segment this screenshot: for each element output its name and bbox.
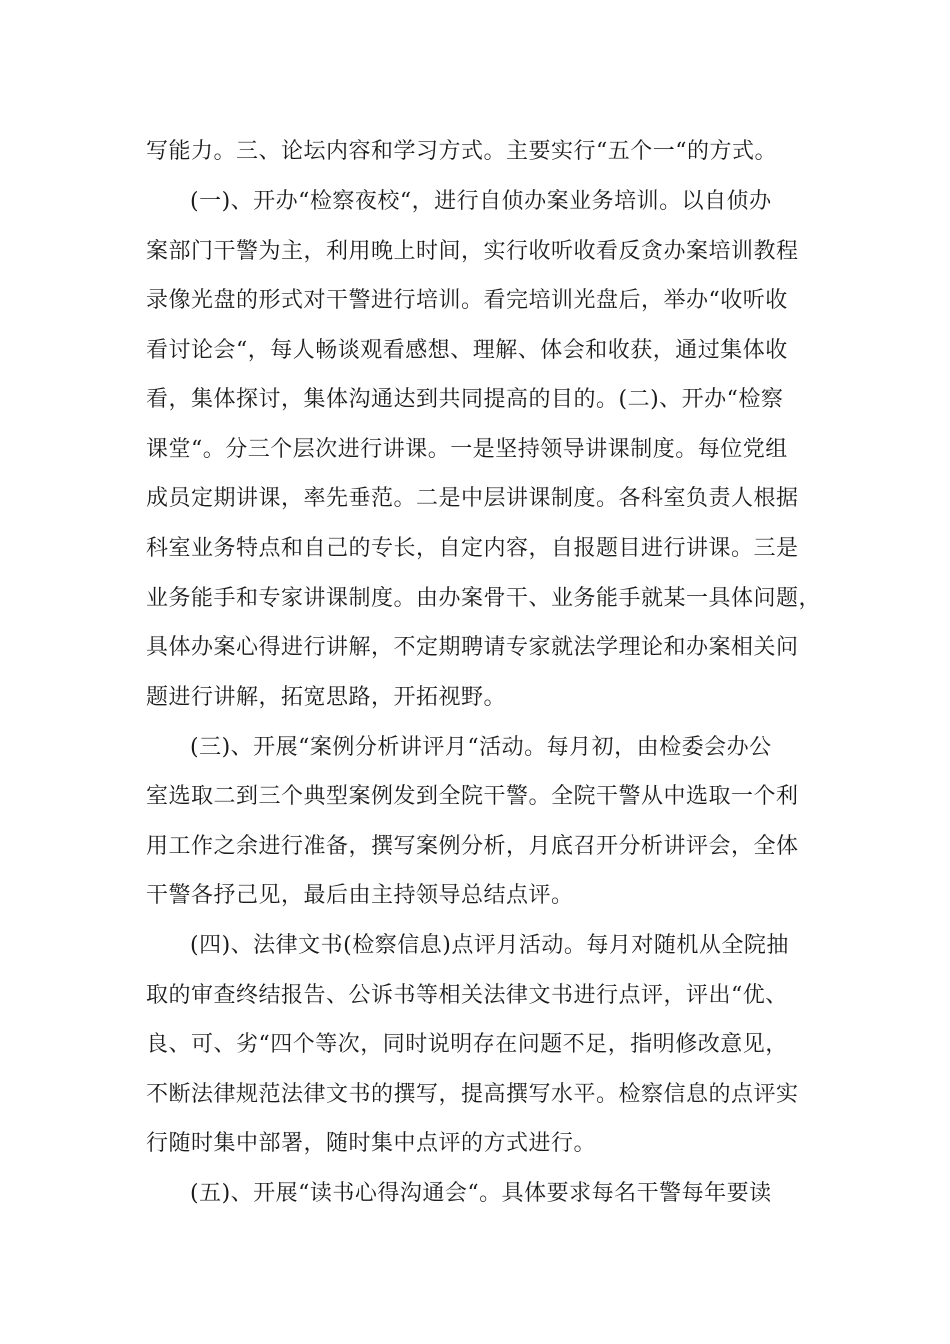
text-line: 业务能手和专家讲课制度。由办案骨干、业务能手就某一具体问题， (146, 586, 822, 611)
text-line: 课堂“。分三个层次进行讲课。一是坚持领导讲课制度。每位党组 (146, 437, 788, 462)
text-line: 录像光盘的形式对干警进行培训。看完培训光盘后，举办“收听收 (146, 288, 788, 313)
text-line: 题进行讲解，拓宽思路，开拓视野。 (146, 685, 507, 710)
text-line: 科室业务特点和自己的专长，自定内容，自报题目进行讲课。三是 (146, 536, 799, 561)
text-line: 室选取二到三个典型案例发到全院干警。全院干警从中选取一个利 (146, 784, 799, 809)
text-line: 案部门干警为主，利用晚上时间，实行收听收看反贪办案培训教程 (146, 239, 799, 264)
text-line: 良、可、劣“四个等次，同时说明存在问题不足，指明修改意见， (146, 1032, 788, 1057)
text-line: 取的审查终结报告、公诉书等相关法律文书进行点评，评出“优、 (146, 983, 788, 1008)
text-line: 成员定期讲课，率先垂范。二是中层讲课制度。各科室负责人根据 (146, 486, 799, 511)
text-line: 具体办案心得进行讲解，不定期聘请专家就法学理论和办案相关问 (146, 635, 799, 660)
text-line: 行随时集中部署，随时集中点评的方式进行。 (146, 1131, 597, 1156)
paragraph-start-line: (四)、法律文书(检察信息)点评月活动。每月对随机从全院抽 (190, 933, 789, 958)
paragraph-start-line: (一)、开办“检察夜校“，进行自侦办案业务培训。以自侦办 (190, 189, 772, 214)
text-line: 干警各抒己见，最后由主持领导总结点评。 (146, 883, 574, 908)
text-line: 看讨论会“，每人畅谈观看感想、理解、体会和收获，通过集体收 (146, 338, 788, 363)
text-line: 用工作之余进行准备，撰写案例分析，月底召开分析讲评会，全体 (146, 834, 799, 859)
paragraph-start-line: (三)、开展“案例分析讲评月“活动。每月初，由检委会办公 (190, 735, 772, 760)
text-line: 看，集体探讨，集体沟通达到共同提高的目的。(二)、开办“检察 (146, 387, 784, 412)
paragraph-start-line: (五)、开展“读书心得沟通会“。具体要求每名干警每年要读 (190, 1181, 772, 1206)
text-line: 不断法律规范法律文书的撰写，提高撰写水平。检察信息的点评实 (146, 1082, 799, 1107)
text-line: 写能力。三、论坛内容和学习方式。主要实行“五个一“的方式。 (146, 139, 777, 164)
